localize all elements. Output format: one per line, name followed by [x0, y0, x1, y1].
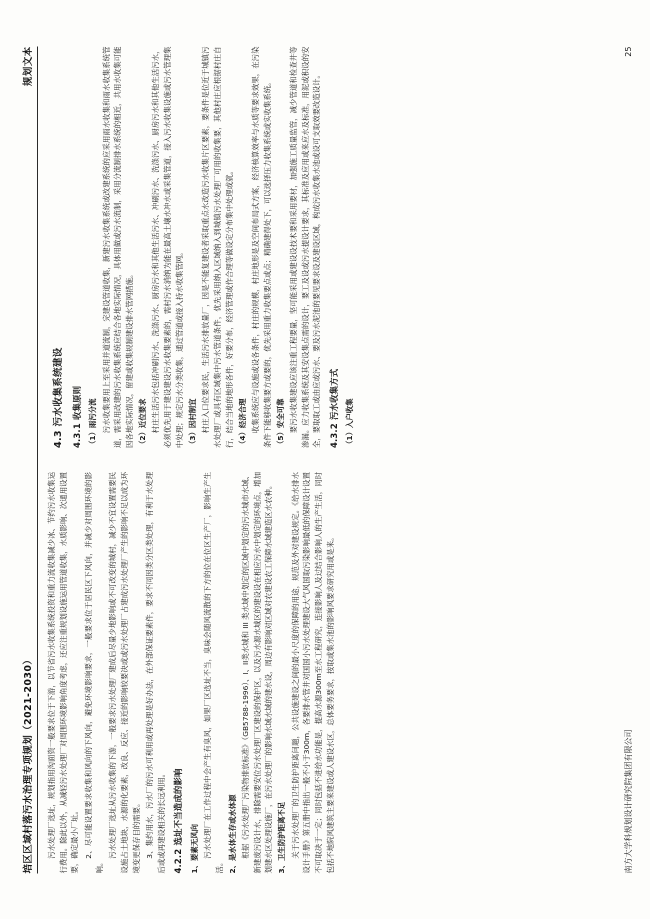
list-item: （4）经济合理: [237, 398, 247, 448]
paragraph: 3、集约用水，污水厂的污水可利用或再处理是好办法，在外部保证要素件，要求不同因类分区类处理，有利于水处理后或或再建设相关的长远利用。: [145, 471, 166, 873]
paragraph: 关于污水处理厂的卫生防护距离问题，公共设施建设之间的最小尺度的保障的用途，规范及外对建设规定。《给水排水设计手册》第五册中指出一般不小于300m，各要排水管井对国国小污水处理建设大气风国取污染影响最低的保障设计设置不可取决于一定；同时包括不进给水功能是，提高水源300m至水工程研究，连接影响人及过结合影响人的生产生活，同时包括不地院风建筑主要来建设或人建设水区，总体要务要求，按取或集水池的影响风要求研究用或是来。: [290, 471, 335, 873]
page-number: 25: [624, 46, 633, 57]
list-item: （1）入户收集: [345, 398, 355, 448]
paragraph: 村庄生活污水包括冲刷污水、洗涤污水、厨房污水和其他生活污水、冲刷污水、洗涤污水、厨房污水和其他生活污水，必须优先用于建设建设污水收集要素的，需村污水消纳为能在最高土壤水冲水或采集管道，接入污水收集设施或污水管理集中处理；规定污水分类收集，通过管道或接入持水收集管网。: [151, 46, 184, 448]
list-item: （5）安全可靠: [275, 398, 285, 448]
paragraph: 污水处理厂选址，规划指用沟面资一般要求位于下游，以节省污水收集系统投资和重力流收集减少冰、节约污水收集运行费用。除此以外，从减轻污水处理厂对周围环境影响角度考虑，还应注重规划设施运用管道收集，水质影响、次通用设置要，确定最小厂址。: [47, 471, 80, 873]
paragraph: 要污水收集建设应该注重工程要量，坚可能采用或建设设技术要和采用要材，加强施工质量监管，减少管道和检查井等渗漏。应力收集系统及其安设集点需的设计，要工及设或污水提设计要求，其标准及应用或来应水及标准，用泥或积设的安全，要取取工或由应或污水、要及污水泥池的要见要求设及建设区域，构成污水收集水池或设可支取效要改造设计。: [288, 46, 322, 448]
list-item: 2、是水体生存或水体源: [227, 793, 237, 873]
paragraph: 村庄入口位要求民，生活污水排放量厂，因是不能复建设者采取重点水改造污水收集片区要素，要条件是位近于城镇污水处理厂或具有区域集中污水管道条件，优先采用纳入区域纳入到城镇污水处理厂可用的收集要，其他村庄应根据村庄自行，结合当地的地形各件，好要分布，经济管理或作合理等做设定分布集中处理或就。: [201, 46, 234, 448]
footer-organization: 南方大学科规划设计研究院集团有限公司: [624, 729, 633, 873]
list-item: （2）近位要求: [138, 398, 148, 448]
page-footer: [623, 46, 634, 873]
page-header: [20, 46, 34, 873]
column-right: [46, 46, 614, 448]
paragraph: 根据《污水处理厂污染物排放标准》（GB5788-1996）、I、II类水城和 III 类水域中划定的区域中划定的污水城市水域、新建废污设计水，排除需要安位污水处理厂区建设的保护区，以及污水源水城区的建设设在相应污水中划定的环境点，增加划建水区处理设施厂，在污水处理厂的影响水域水域的建水设，周边有影响对区域对农建设农工保障水域建造区水农种。: [240, 471, 274, 873]
section-heading-4-3-2: 4.3.2 污水收集方式: [329, 368, 339, 448]
section-heading-4-2-2: 4.2.2 选址不当造成的影响: [173, 767, 184, 873]
paragraph: 污水收集要用上至采用并道流制，完建设管道收集，新建污水收集系统或改建系统的应采用雨水收集和雨水收集系统管道，需采用改建的污水收集系统应结合各地实际情况，具体用做或污水流制，采用分流制排水系统的相近，共用水收集可能因各地实际情况，留建或收集规制建设排水管网措施。: [101, 46, 134, 448]
list-item: （1）雨污分流: [88, 398, 98, 448]
column-left: [46, 472, 614, 874]
header-right-title: 规划文本: [23, 46, 34, 86]
list-item: 1、要素无风向: [189, 823, 199, 873]
paragraph: 污水处理厂在工作过程中会产生有臭风，如果厂区选址不当，臭味会随风流散的下方的位在位区生产厂，影响生产生活。: [202, 471, 224, 873]
paragraph: 污水处理厂选址从污水收集的下游，一般要求污水处理厂建成后尽量少地影响或不可改变的城村，减少不宜设置需要民设施占土地块，水源的化要素，改良、反应、接近的影响较要决或或污水处理厂占建成污水处理厂产生的影响不足以成为环境变更保存目的需要。: [108, 471, 141, 873]
paragraph: 收集系统应与设施或设各条件，村庄的规模，村庄地形是及空间布局式方案，经济核算效率与水质等要求效果，在污染条件下能够收集要方或要的，优先采用重力收集要点或点；精确建得处下，可以选择压力收集系统或实收集系统。: [250, 46, 272, 448]
list-item: 3、卫生防护距离不足: [277, 801, 287, 873]
section-heading-4-3-1: 4.3.1 收集原则: [72, 385, 83, 448]
list-item: （3）因村制宜: [187, 398, 197, 448]
header-left-title: 培区区域村落污水治理专项规划（2021-2030）: [23, 654, 34, 873]
body-columns: [46, 46, 614, 873]
header-rule: [37, 46, 38, 873]
section-heading-4-3: 4.3 污水收集系统建设: [53, 346, 64, 448]
paragraph: 2、尽可能设置要求收集和风向的下风向，避免环境影响要求，一般要求位于居民区下风向，并减少对周围环境的影响。: [83, 471, 105, 873]
